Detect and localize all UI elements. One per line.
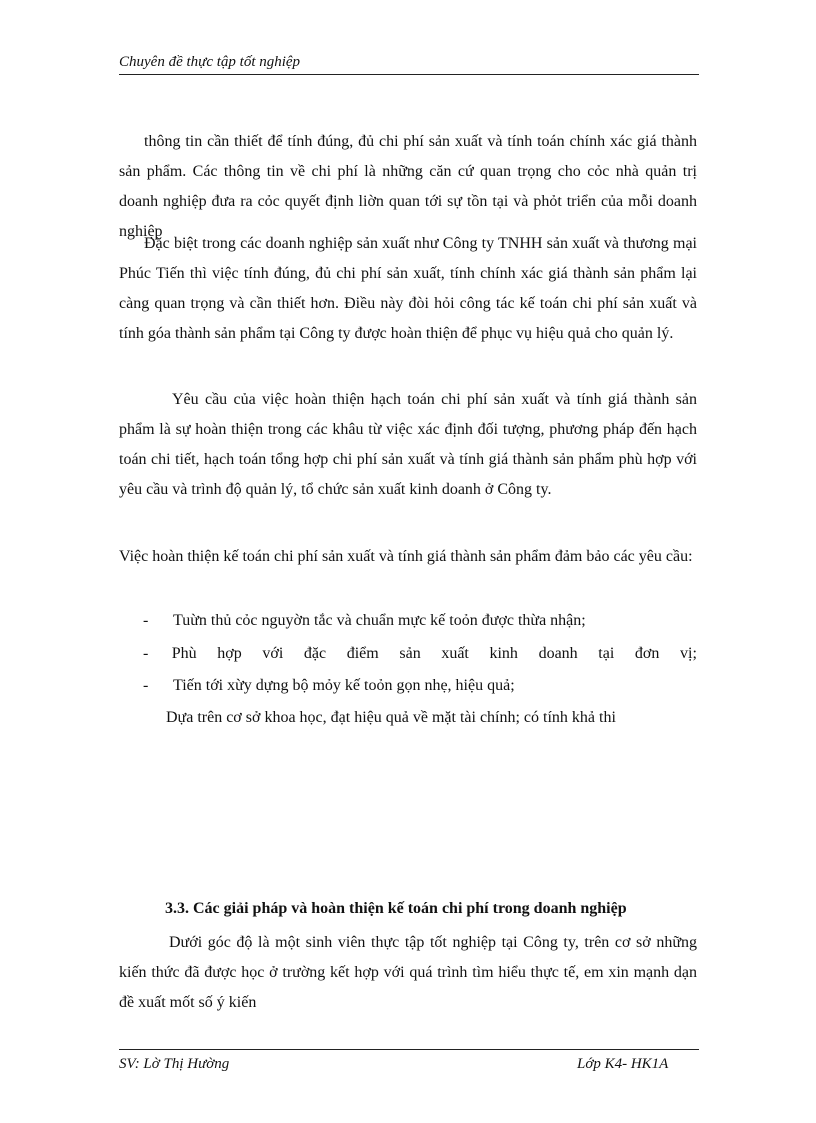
word: vị; [680, 645, 697, 662]
footer-divider [119, 1049, 699, 1050]
bullet-text: Tuừn thủ cỏc nguyờn tắc và chuẩn mực kế toỏn được thừa nhận; [173, 612, 586, 629]
word: kinh [489, 645, 518, 662]
paragraph-1: thông tin cần thiết để tính đúng, đủ chi phí sản xuất và tính toán chính xác giá thành sản phẩm. Các thông tin về chi phí là những căn cứ quan trọng cho cỏc nhà quản trị doanh nghiệp đưa ra cỏc quyết định liờn quan tới sự tồn tại và phỏt triển của mỗi doanh nghiệp [119, 133, 697, 240]
list-item-continuation [119, 703, 697, 733]
list-item [119, 639, 697, 669]
header-title: Chuyên đề thực tập tốt nghiệp [119, 54, 301, 70]
word: với [262, 645, 284, 662]
page-header [119, 52, 699, 75]
bullet-dash: - [143, 612, 149, 629]
section-paragraph: Dưới góc độ là một sinh viên thực tập tốt nghiệp tại Công ty, trên cơ sở những kiến thức đã được học ở trường kết hợp với quá trình tìm hiểu thực tế, em xin mạnh dạn đề xuất mốt số ý kiến [119, 934, 697, 1011]
word: sản [399, 645, 421, 662]
bullet-dash: - [143, 645, 149, 662]
bullet-text: Tiến tới xừy dựng bộ mỏy kế toỏn gọn nhẹ, hiệu quả; [173, 677, 515, 694]
word: doanh [538, 645, 578, 662]
footer-student: SV: Lờ Thị Hường [119, 1056, 230, 1072]
paragraph-2: Đặc biệt trong các doanh nghiệp sản xuất như Công ty TNHH sản xuất và thương mại Phúc Tiến thì việc tính đúng, đủ chi phí sản xuất, tính chính xác giá thành sản phẩm lại càng quan trọng và cần thiết hơn. Điều này đòi hỏi công tác kế toán chi phí sản xuất và tính góa thành sản phẩm tại Công ty được hoàn thiện để phục vụ hiệu quả cho quản lý. [119, 235, 697, 342]
bullet-dash: - [143, 677, 149, 694]
word: tại [598, 645, 615, 662]
word: hợp [217, 645, 242, 662]
word: điểm [346, 645, 379, 662]
list-item [119, 606, 697, 636]
bullet-text-spread [172, 639, 697, 669]
bullet-text: Dựa trên cơ sở khoa học, đạt hiệu quả về mặt tài chính; có tính khả thi [166, 709, 616, 726]
paragraph-4: Việc hoàn thiện kế toán chi phí sản xuất và tính giá thành sản phẩm đảm bảo các yêu cầu: [119, 548, 693, 565]
footer-class: Lớp K4- HK1A [577, 1056, 669, 1072]
word: Phù [171, 645, 197, 662]
section-heading: 3.3. Các giải pháp và hoàn thiện kế toán chi phí trong doanh nghiệp [165, 900, 627, 917]
paragraph-3: Yêu cầu của việc hoàn thiện hạch toán chi phí sản xuất và tính giá thành sản phẩm là sự hoàn thiện trong các khâu từ việc xác định đối tượng, phương pháp đến hạch toán chi tiết, hạch toán tổng hợp chi phí sản xuất và tính giá thành sản phẩm phù hợp với yêu cầu và trình độ quản lý, tổ chức sản xuất kinh doanh ở Công ty. [119, 391, 697, 498]
word: đơn [634, 645, 660, 662]
word: xuất [441, 645, 469, 662]
list-item [119, 671, 697, 701]
word: đặc [303, 645, 327, 662]
